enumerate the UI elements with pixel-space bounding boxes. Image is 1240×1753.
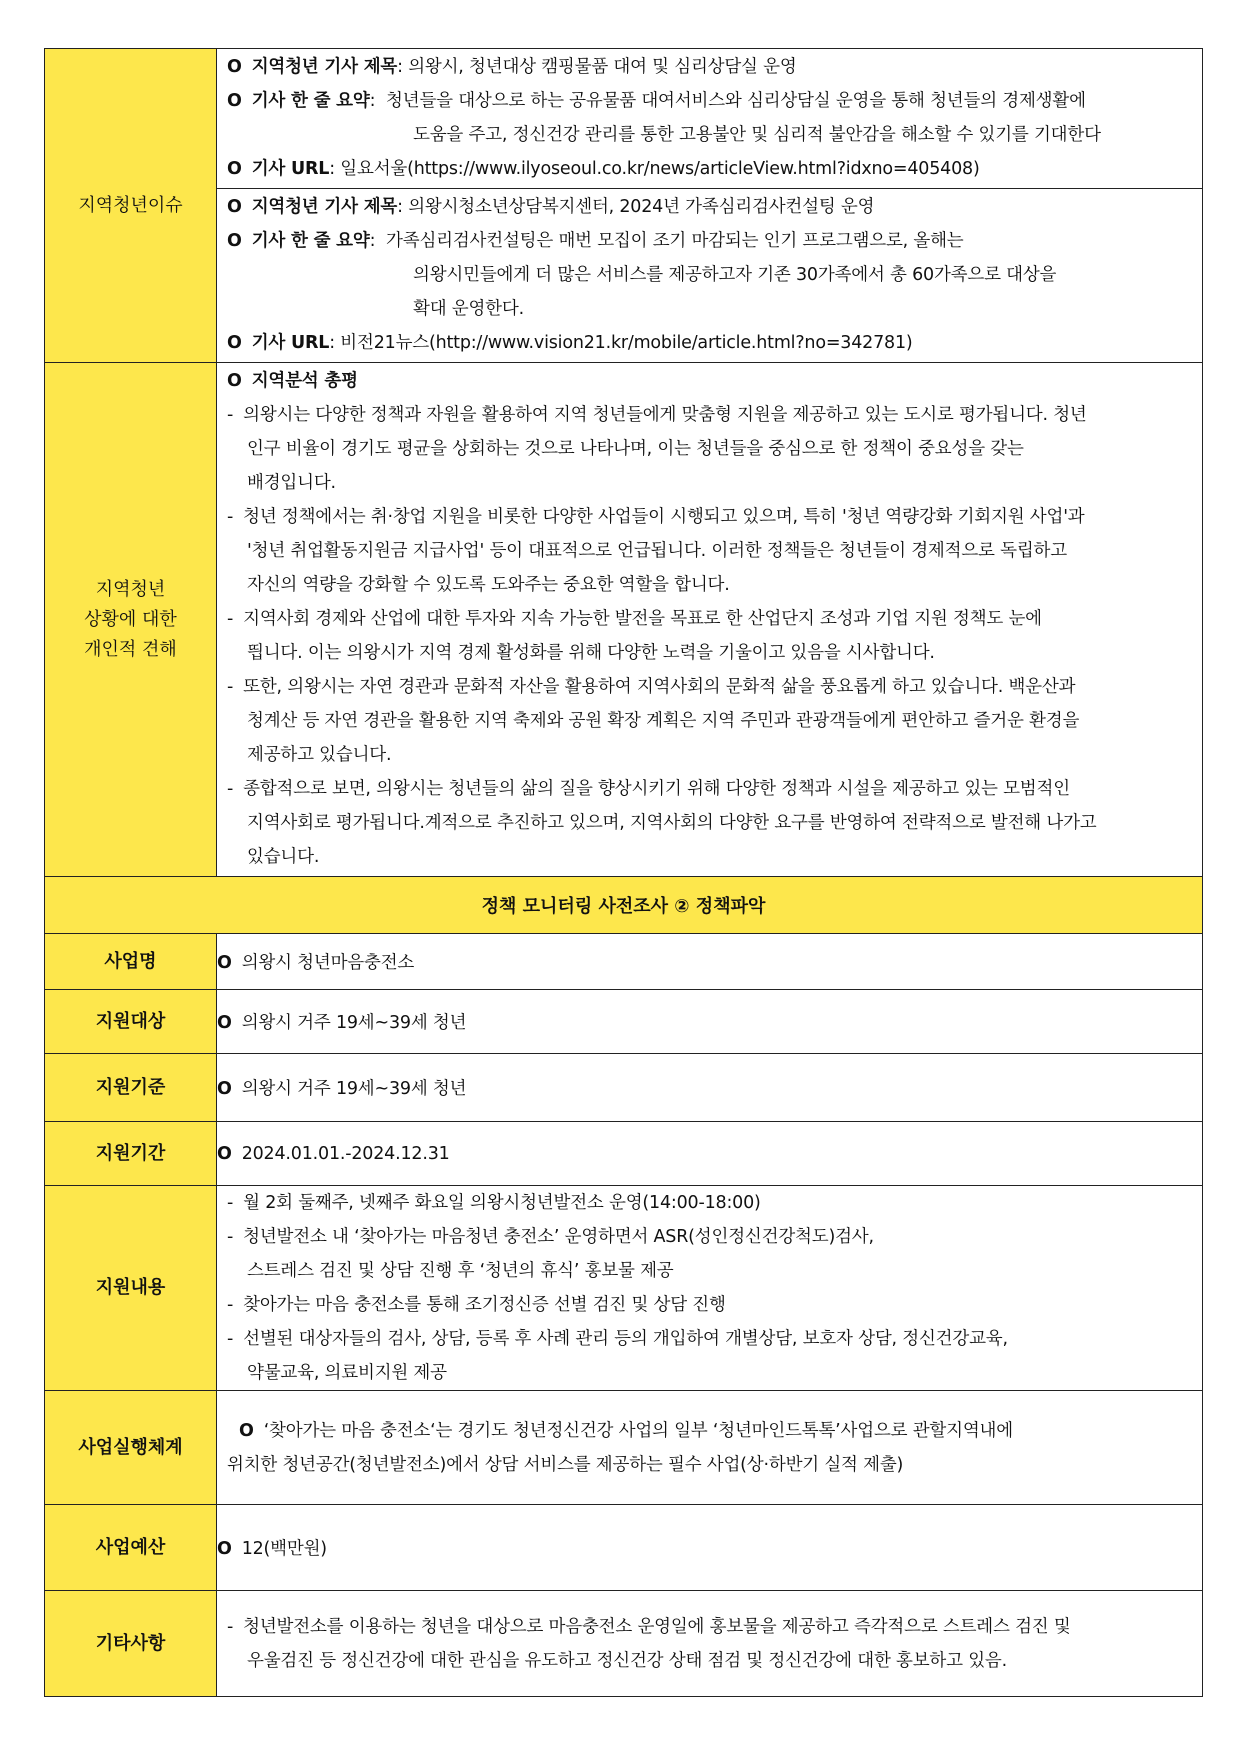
- support-item: 월 2회 둘째주, 넷째주 화요일 의왕시청년발전소 운영(14:00-18:00): [243, 1193, 761, 1213]
- circle-bullet-icon: O: [227, 371, 242, 391]
- section-banner: 정책 모니터링 사전조사 ② 정책파악: [45, 877, 1203, 934]
- etc-row: 기타사항 - 청년발전소를 이용하는 청년을 대상으로 마음충전소 운영일에 홍보물을 제공하고 즉각적으로 스트레스 검진 및 우울검진 등 정신건강에 대한 관심을 유도하고 정신건강 상태 점검 및 정신건강에 대한 홍보하고 있음.: [45, 1591, 1203, 1697]
- opinion-paragraph: - 의왕시는 다양한 정책과 자원을 활용하여 지역 청년들에게 맞춤형 지원을 제공하고 있는 도시로 평가됩니다. 청년 인구 비율이 경기도 평균을 상회하는 것으로 나타나며, 이는 청년들을 중심으로 한 정책이 중요성을 갖는 배경입니다.: [227, 405, 1087, 493]
- opinion-paragraph: - 또한, 의왕시는 자연 경관과 문화적 자산을 활용하여 지역사회의 문화적 삶을 풍요롭게 하고 있습니다. 백운산과 청계산 등 자연 경관을 활용한 지역 축제와 공원 확장 계획은 지역 주민과 관광객들에게 편안하고 즐거운 환경을 제공하고 있습니다.: [227, 677, 1080, 765]
- etc-line: 청년발전소를 이용하는 청년을 대상으로 마음충전소 운영일에 홍보물을 제공하고 즉각적으로 스트레스 검진 및: [243, 1616, 1071, 1637]
- support-content-row: 지원내용 - 월 2회 둘째주, 넷째주 화요일 의왕시청년발전소 운영(14:00-18:00) - 청년발전소 내 ‘찾아가는 마음청년 충전소’ 운영하면서 ASR(성인정신건강척도)검사, 스트레스 검진 및 상담 진행 후 ‘청년의 휴식’ 홍보물 제공 - 찾아가는 마음 충전소를 통해 조기정신증 선별 검진 및 상담 진행 - 선별된 대상자들의 검사, 상담, 등록 후 사례 관리 등의 개입하여 개별상담, 보호자 상담, 정신건강교육, 약물교육, 의료비지원 제공: [45, 1186, 1203, 1391]
- article-title-label: 지역청년 기사 제목: [251, 57, 398, 77]
- execution-line: 위치한 청년공간(청년발전소)에서 상담 서비스를 제공하는 필수 사업(상·하반기 실적 제출): [227, 1454, 904, 1475]
- support-item: 선별된 대상자들의 검사, 상담, 등록 후 사례 관리 등의 개입하여 개별상담, 보호자 상담, 정신건강교육,: [243, 1329, 1008, 1349]
- opinion-label-line: 상황에 대한: [84, 608, 177, 630]
- circle-bullet-icon: O: [227, 57, 242, 77]
- execution-row: [45, 1391, 1203, 1505]
- budget-value: 12(백만원): [241, 1539, 327, 1559]
- banner-row: [45, 877, 1203, 934]
- support-item-cont: 스트레스 검진 및 상담 진행 후 ‘청년의 휴식’ 홍보물 제공: [247, 1261, 674, 1281]
- opinion-label: [45, 363, 217, 877]
- circle-bullet-icon: O: [217, 953, 232, 973]
- circle-bullet-icon: O: [227, 333, 242, 353]
- opinion-heading: 지역분석 총평: [251, 371, 358, 391]
- circle-bullet-icon: O: [217, 1539, 232, 1559]
- support-item: 청년발전소 내 ‘찾아가는 마음청년 충전소’ 운영하면서 ASR(성인정신건강척도)검사,: [243, 1227, 874, 1247]
- row-label: 사업실행체계: [45, 1391, 217, 1505]
- article-summary-label: 기사 한 줄 요약: [251, 91, 370, 111]
- article-summary-line: 가족심리검사컨설팅은 매번 모집이 조기 마감되는 인기 프로그램으로, 올해는: [386, 231, 964, 251]
- support-item: 찾아가는 마음 충전소를 통해 조기정신증 선별 검진 및 상담 진행: [243, 1295, 726, 1315]
- policy-row-target: [45, 990, 1203, 1054]
- row-label: 사업예산: [45, 1505, 217, 1591]
- policy-row-criteria: [45, 1054, 1203, 1122]
- article-summary-label: 기사 한 줄 요약: [251, 231, 370, 251]
- opinion-label-line: 지역청년: [95, 578, 166, 600]
- article-url-label: 기사 URL: [251, 159, 330, 179]
- row-label: 지원내용: [45, 1186, 217, 1391]
- opinion-paragraph: - 지역사회 경제와 산업에 대한 투자와 지속 가능한 발전을 목표로 한 산업단지 조성과 기업 지원 정책도 눈에 띕니다. 이는 의왕시가 지역 경제 활성화를 위해 다양한 노력을 기울이고 있음을 시사합니다.: [227, 609, 1042, 663]
- circle-bullet-icon: O: [227, 197, 242, 217]
- circle-bullet-icon: O: [217, 1143, 232, 1164]
- policy-report-table: [44, 48, 1203, 1697]
- article-summary-line: 도움을 주고, 정신건강 관리를 통한 고용불안 및 심리적 불안감을 해소할 수 있기를 기대한다: [413, 125, 1101, 145]
- article-summary-line: 확대 운영한다.: [413, 299, 524, 319]
- opinion-content: [217, 363, 1203, 877]
- opinion-row: [45, 363, 1203, 877]
- article-1: O 지역청년 기사 제목: 의왕시, 청년대상 캠핑물품 대여 및 심리상담실 운영 O 기사 한 줄 요약: 청년들을 대상으로 하는 공유물품 대여서비스와 심리상담실 운영을 통해 청년들의 경제생활에 도움을 주고, 정신건강 관리를 통한 고용불안 및 심리적 불안감을 해소할 수 있기를 기대한다 O 기사 URL: 일요서울(https://www.ilyoseoul.co.kr/news/articleView.html?idxno=405408): [217, 49, 1202, 188]
- policy-row-name: [45, 934, 1203, 990]
- article-url-link[interactable]: 비전21뉴스(http://www.vision21.kr/mobile/article.html?no=342781): [340, 333, 913, 353]
- circle-bullet-icon: O: [227, 159, 242, 179]
- issue-row: [45, 49, 1203, 363]
- article-2: O 지역청년 기사 제목: 의왕시청소년상담복지센터, 2024년 가족심리검사컨설팅 운영 O 기사 한 줄 요약: 가족심리검사컨설팅은 매번 모집이 조기 마감되는 인기 프로그램으로, 올해는 의왕시민들에게 더 많은 서비스를 제공하고자 기존 30가족에서 총 60가족으로 대상을 확대 운영한다. O 기사 URL: 비전21뉴스(http://www.vision21.kr/mobile/article.html?no=342781): [217, 188, 1202, 362]
- row-label: 지원기준: [45, 1054, 217, 1122]
- article-title: 의왕시, 청년대상 캠핑물품 대여 및 심리상담실 운영: [408, 57, 797, 77]
- issue-content: [217, 49, 1203, 363]
- issue-label: 지역청년이슈: [45, 49, 217, 363]
- opinion-paragraph: - 청년 정책에서는 취·창업 지원을 비롯한 다양한 사업들이 시행되고 있으며, 특히 '청년 역량강화 기회지원 사업'과 '청년 취업활동지원금 지급사업' 등이 대표적으로 언급됩니다. 이러한 정책들은 청년들이 경제적으로 독립하고 자신의 역량을 강화할 수 있도록 도와주는 중요한 역할을 합니다.: [227, 507, 1085, 595]
- document-table-wrapper: [44, 48, 1202, 1697]
- policy-row-period: [45, 1122, 1203, 1186]
- article-title-label: 지역청년 기사 제목: [251, 197, 398, 217]
- circle-bullet-icon: O: [239, 1420, 254, 1441]
- support-item-cont: 약물교육, 의료비지원 제공: [247, 1363, 447, 1383]
- budget-row: [45, 1505, 1203, 1591]
- article-title: 의왕시청소년상담복지센터, 2024년 가족심리검사컨설팅 운영: [408, 197, 875, 217]
- article-url-link[interactable]: 일요서울(https://www.ilyoseoul.co.kr/news/articleView.html?idxno=405408): [340, 159, 980, 179]
- circle-bullet-icon: O: [227, 91, 242, 111]
- circle-bullet-icon: O: [227, 231, 242, 251]
- article-summary-line: 청년들을 대상으로 하는 공유물품 대여서비스와 심리상담실 운영을 통해 청년들의 경제생활에: [386, 91, 1086, 111]
- row-value: 의왕시 거주 19세~39세 청년: [241, 1013, 467, 1033]
- circle-bullet-icon: O: [217, 1013, 232, 1033]
- opinion-paragraph: - 종합적으로 보면, 의왕시는 청년들의 삶의 질을 향상시키기 위해 다양한 정책과 시설을 제공하고 있는 모범적인 지역사회로 평가됩니다.계적으로 추진하고 있으며, 지역사회의 다양한 요구를 반영하여 전략적으로 발전해 나가고 있습니다.: [227, 779, 1097, 867]
- article-url-label: 기사 URL: [251, 333, 330, 353]
- row-label: 사업명: [45, 934, 217, 990]
- row-label: 지원기간: [45, 1122, 217, 1186]
- article-summary-line: 의왕시민들에게 더 많은 서비스를 제공하고자 기존 30가족에서 총 60가족으로 대상을: [413, 265, 1057, 285]
- row-value: 의왕시 거주 19세~39세 청년: [241, 1079, 467, 1099]
- row-value: 2024.01.01.-2024.12.31: [241, 1143, 450, 1164]
- circle-bullet-icon: O: [217, 1079, 232, 1099]
- row-label: 기타사항: [45, 1591, 217, 1697]
- row-value: 의왕시 청년마음충전소: [241, 953, 415, 973]
- row-label: 지원대상: [45, 990, 217, 1054]
- opinion-label-line: 개인적 견해: [84, 638, 177, 660]
- execution-line: ‘찾아가는 마음 충전소‘는 경기도 청년정신건강 사업의 일부 ‘청년마인드톡톡’사업으로 관할지역내에: [263, 1420, 1013, 1441]
- etc-line: 우울검진 등 정신건강에 대한 관심을 유도하고 정신건강 상태 점검 및 정신건강에 대한 홍보하고 있음.: [247, 1650, 1007, 1671]
